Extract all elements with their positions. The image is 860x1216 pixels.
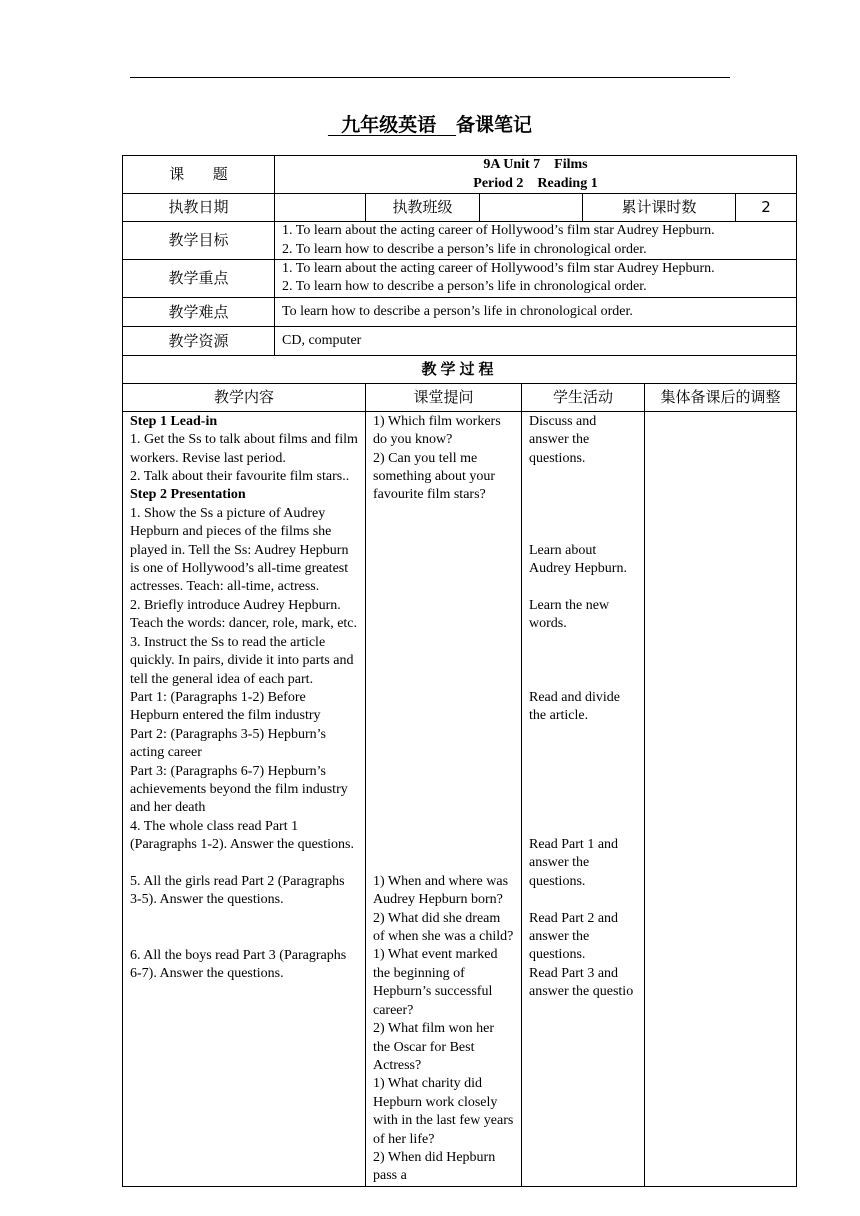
spacer [529,578,637,596]
question-item: 2) What film won her the Oscar for Best Actress? [373,1021,495,1073]
header-content: 教学内容 [123,383,366,411]
content-item: 2. Briefly introduce Audrey Hepburn. Teach the words: dancer, role, mark, etc. [130,597,358,632]
header-questions: 课堂提问 [366,383,522,411]
question-item: 2) When did Hepburn pass a [373,1149,496,1184]
process-title-row [123,355,797,383]
class-questions [366,411,522,1186]
topic-value [275,156,797,194]
hours-label: 累计课时数 [583,194,736,222]
spacer [529,468,637,542]
hours-value: 2 [736,194,797,222]
student-activities [522,411,645,1186]
content-item: Part 2: (Paragraphs 3-5) Hepburn’s acting career [130,726,326,761]
process-header-row [123,383,797,411]
question-item: 2) What did she dream of when she was a child? [373,910,514,945]
goals-value [275,222,797,260]
content-item: Part 3: (Paragraphs 6-7) Hepburn’s achievements beyond the film industry and her death [130,763,348,816]
header-rule [130,77,730,78]
question-item: 1) What event marked the beginning of Hepburn’s successful career? [373,947,498,1018]
difficulty-row [123,297,797,326]
process-body-row [123,411,797,1186]
date-row [123,194,797,222]
class-value [480,194,583,222]
resources-value: CD, computer [275,326,797,355]
class-label: 执教班级 [366,194,480,222]
focus-row [123,260,797,298]
question-item: 1) What charity did Hepburn work closely with in the last few years of her life? [373,1076,514,1147]
activity-item: Read and divide the article. [529,689,620,724]
activity-item: Read Part 2 and answer the questions. [529,910,619,963]
content-item: 4. The whole class read Part 1 (Paragraphs 1-2). Answer the questions. [130,818,354,853]
date-value [275,194,366,222]
question-item: 1) When and where was Audrey Hepburn born? [373,873,509,908]
page-title [0,110,860,137]
spacer [529,634,637,689]
focus-item: 1. To learn about the acting career of Hollywood’s film star Audrey Hepburn. [282,261,715,276]
step-heading: Step 2 Presentation [130,487,246,503]
content-item: 3. Instruct the Ss to read the article quickly. In pairs, divide it into parts and tell the general idea of each part. [130,634,354,687]
difficulty-label: 教学难点 [123,297,275,326]
activity-item: Learn about Audrey Hepburn. [529,542,627,577]
header-activities: 学生活动 [522,383,645,411]
goal-item: 1. To learn about the acting career of Hollywood’s film star Audrey Hepburn. [282,223,715,239]
content-item: Part 1: (Paragraphs 1-2) Before Hepburn entered the film industry [130,689,321,724]
content-item: 1. Show the Ss a picture of Audrey Hepburn and pieces of the films she played in. Tell the Ss: Audrey Hepburn is one of Hollywood’s all-time greatest actresses. Teach: all-time, actress. [130,505,349,595]
difficulty-value: To learn how to describe a person’s life in chronological order. [275,297,797,326]
spacer [130,910,358,947]
focus-item: 2. To learn how to describe a person’s life in chronological order. [282,279,647,295]
activity-item: Discuss and answer the questions. [529,413,597,466]
question-item: 1) Which film workers do you know? [373,413,501,448]
teaching-content [123,411,366,1186]
focus-label: 教学重点 [123,260,275,298]
question-item: 2) Can you tell me something about your favourite film stars? [373,450,496,503]
goals-label: 教学目标 [123,222,275,260]
header-adjustments: 集体备课后的调整 [645,383,797,411]
title-subject: 九年级英语 [341,114,437,136]
focus-value [275,260,797,298]
topic-label: 课 题 [123,156,275,194]
adjustments-cell [645,411,797,1186]
activity-item: Learn the new words. [529,597,610,632]
topic-row [123,156,797,194]
goal-item: 2. To learn how to describe a person’s life in chronological order. [282,241,647,257]
date-label: 执教日期 [123,194,275,222]
spacer [373,505,514,873]
topic-line2: Period 2 Reading 1 [473,175,598,191]
process-title: 教学过程 [123,355,797,383]
spacer [130,855,358,873]
content-item: 2. Talk about their favourite film stars.. [130,469,350,485]
goals-row [123,222,797,260]
spacer [529,891,637,909]
activity-item: Read Part 1 and answer the questions. [529,837,619,889]
spacer [529,726,637,836]
content-item: 6. All the boys read Part 3 (Paragraphs 6-7). Answer the questions. [130,947,347,981]
resources-label: 教学资源 [123,326,275,355]
title-rest: 备课笔记 [456,114,533,136]
resources-row [123,326,797,355]
activity-item: Read Part 3 and answer the questio [529,965,634,1000]
topic-line1: 9A Unit 7 Films [483,157,588,173]
step-heading: Step 1 Lead-in [130,413,218,429]
content-item: 1. Get the Ss to talk about films and film workers. Revise last period. [130,432,358,466]
content-item: 5. All the girls read Part 2 (Paragraphs 3-5). Answer the questions. [130,873,345,908]
lesson-plan-table [122,155,797,1187]
